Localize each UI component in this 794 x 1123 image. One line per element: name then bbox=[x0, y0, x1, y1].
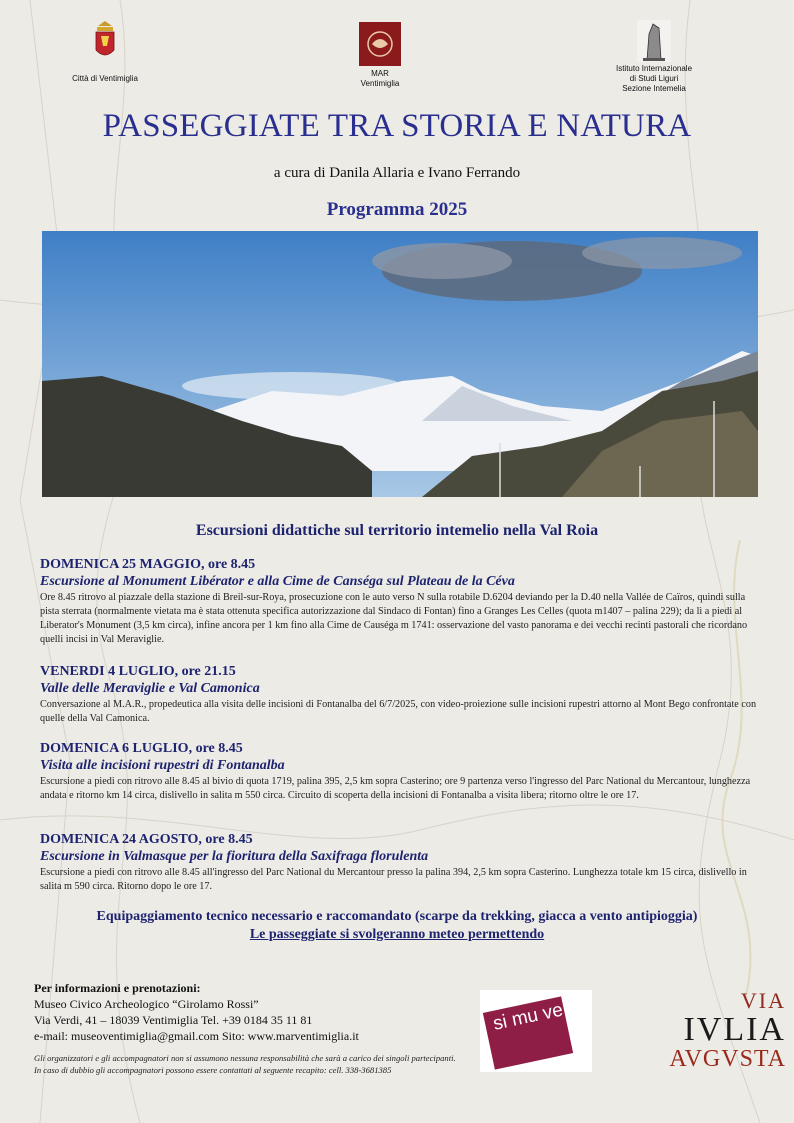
coat-of-arms-icon bbox=[94, 20, 116, 64]
event-title: Escursione al Monument Libérator e alla Cime de Canséga sul Plateau de la Céva bbox=[40, 574, 515, 589]
logo-mar bbox=[340, 22, 420, 89]
page-subtitle: a cura di Danila Allaria e Ivano Ferrando bbox=[273, 165, 521, 181]
contact-address: Via Verdi, 41 – 18039 Ventimiglia Tel. +39 0184 35 11 81 bbox=[34, 1013, 313, 1027]
event-title: Escursione in Valmasque per la fioritura della Saxifraga florulenta bbox=[40, 849, 429, 864]
mar-logo-icon bbox=[359, 22, 401, 66]
event-description: Conversazione al M.A.R., propedeutica alla visita delle incisioni di Fontanalba del 6/7/2025, con video-proiezione sulle incisioni rupestri attorno al Mont Bego confrontate con quelle della Val Camonica. bbox=[40, 699, 757, 724]
via-iulia-line-1: VIA bbox=[740, 988, 786, 1013]
logo-caption-istituto-3: Sezione Intemelia bbox=[622, 84, 686, 93]
event-item bbox=[40, 663, 764, 726]
via-iulia-line-2: IVLIA bbox=[683, 1011, 786, 1048]
weather-note: Le passeggiate si svolgeranno meteo permettendo bbox=[249, 927, 545, 942]
via-iulia-augusta-logo bbox=[608, 988, 786, 1072]
event-description: Escursione a piedi con ritrovo alle 8.45 all'ingresso del Parc National du Mercantour presso la palina 394, 2,5 km sopra Casterino. Lunghezza totale km 15 circa, dislivello in salita m 590 circa. Ritorno dopo le ore 17. bbox=[40, 867, 747, 892]
event-item bbox=[40, 740, 764, 803]
event-date: DOMENICA 6 LUGLIO, ore 8.45 bbox=[40, 741, 243, 756]
simuve-logo bbox=[480, 990, 592, 1072]
disclaimer: Gli organizzatori e gli accompagnatori non si assumono nessuna responsabilità che sarà a carico dei singoli partecipanti. In caso di dubbio gli accompagnatori possono essere contattati al seguente recapito: cell. 338-3681385 bbox=[34, 1053, 456, 1075]
logo-istituto-studi-liguri bbox=[594, 20, 714, 94]
monument-icon bbox=[637, 20, 671, 62]
event-description: Escursione a piedi con ritrovo alle 8.45 al bivio di quota 1719, palina 395, 2,5 km sopra Casterino; ore 9 partenza verso l'ingresso del Parc National du Mercantour, lunghezza andata e ritorno km 14 circa, dislivello in salita m 550 circa. Circuito di scoperta della incisioni di Fontanalba a visita libera; ritorno oltre le ore 17. bbox=[40, 776, 751, 801]
via-iulia-line-3: AVGVSTA bbox=[669, 1046, 786, 1072]
logo-citta-ventimiglia bbox=[60, 20, 150, 84]
logo-caption-mar-2: Ventimiglia bbox=[360, 79, 400, 88]
event-title: Valle delle Meraviglie e Val Camonica bbox=[40, 681, 260, 696]
event-date: VENERDI 4 LUGLIO, ore 21.15 bbox=[40, 664, 236, 679]
equipment-note bbox=[0, 908, 794, 944]
simuve-logo-text: si mu ve bbox=[483, 996, 573, 1069]
logo-caption-istituto-1: Istituto Internazionale bbox=[615, 64, 693, 73]
event-description: Ore 8.45 ritrovo al piazzale della stazione di Breil-sur-Roya, prosecuzione con le auto verso N sulla rotabile D.6204 deviando per la D.40 nella Vallée de Caïros, quindi sulla pista sterrata (normalmente vietata ma è stata ottenuta specifica autorizzazione dal Sindaco di Fontan) fino a Granges Les Celles (quota m1407 – palina 229); da lì a piedi al Liberator's Monument (3,5 km circa), infine ancora per 1 km fino alla Cime de Causéga m 1741: osservazione del vasto panorama e dei vecchi recinti pastorali che ricordano quelli incisi in Val Meraviglie. bbox=[40, 592, 748, 645]
event-title: Visita alle incisioni rupestri di Fontanalba bbox=[40, 758, 285, 773]
contact-info bbox=[34, 980, 474, 1044]
contact-email-site[interactable]: e-mail: museoventimiglia@gmail.com Sito: www.marventimiglia.it bbox=[34, 1029, 359, 1043]
logo-caption-citta: Città di Ventimiglia bbox=[72, 74, 138, 83]
logo-caption-istituto-2: di Studi Liguri bbox=[629, 74, 679, 83]
contact-museum: Museo Civico Archeologico “Girolamo Rossi” bbox=[34, 997, 259, 1011]
program-year: Programma 2025 bbox=[326, 199, 468, 220]
event-date: DOMENICA 25 MAGGIO, ore 8.45 bbox=[40, 557, 256, 572]
mountain-landscape-image bbox=[42, 231, 758, 497]
section-title: Escursioni didattiche sul territorio intemelio nella Val Roia bbox=[195, 522, 599, 539]
event-item bbox=[40, 831, 764, 894]
logo-caption-mar-1: MAR bbox=[371, 69, 389, 78]
contact-heading: Per informazioni e prenotazioni: bbox=[34, 981, 201, 995]
event-item bbox=[40, 556, 764, 647]
page-title: PASSEGGIATE TRA STORIA E NATURA bbox=[102, 108, 692, 144]
equipment-text: Equipaggiamento tecnico necessario e raccomandato (scarpe da trekking, giacca a vento antipioggia) bbox=[96, 909, 698, 924]
event-date: DOMENICA 24 AGOSTO, ore 8.45 bbox=[40, 832, 253, 847]
